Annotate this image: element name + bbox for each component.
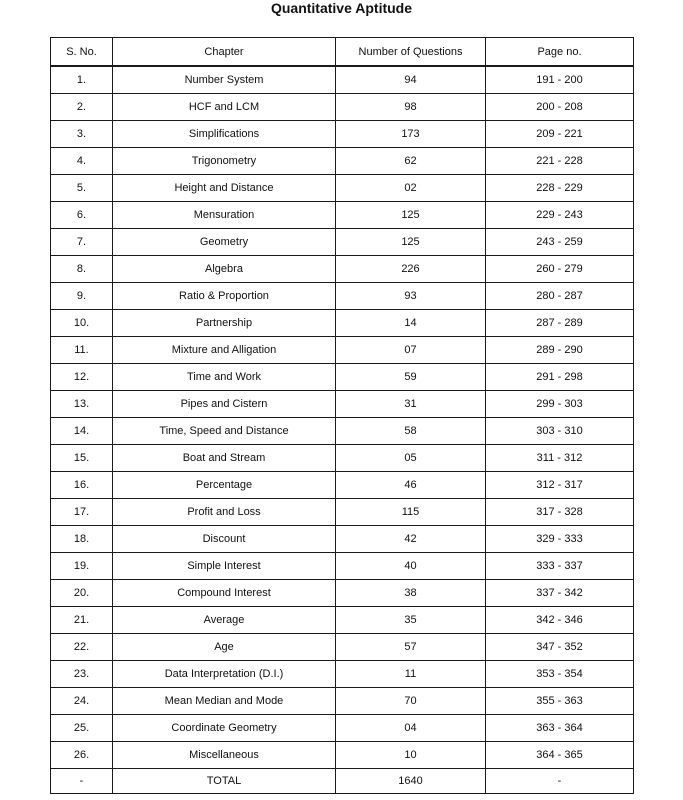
table-row	[51, 499, 634, 526]
cell-sno: 21.	[51, 607, 113, 634]
cell-sno: 7.	[51, 229, 113, 256]
cell-pages: 229 - 243	[486, 202, 634, 229]
cell-chapter: Profit and Loss	[113, 499, 336, 526]
page-title: Quantitative Aptitude	[270, 0, 413, 16]
table-row	[51, 229, 634, 256]
table-row	[51, 607, 634, 634]
cell-pages: 355 - 363	[486, 688, 634, 715]
cell-sno: 11.	[51, 337, 113, 364]
table-row	[51, 310, 634, 337]
cell-questions: 115	[336, 499, 486, 526]
header-chapter: Chapter	[113, 38, 336, 67]
cell-questions: 94	[336, 66, 486, 94]
cell-questions: 38	[336, 580, 486, 607]
table-row	[51, 445, 634, 472]
cell-pages: 364 - 365	[486, 742, 634, 769]
table-row	[51, 580, 634, 607]
cell-pages: 260 - 279	[486, 256, 634, 283]
cell-questions: 04	[336, 715, 486, 742]
cell-chapter: Mean Median and Mode	[113, 688, 336, 715]
cell-pages: 337 - 342	[486, 580, 634, 607]
cell-questions: 46	[336, 472, 486, 499]
cell-pages: 342 - 346	[486, 607, 634, 634]
table-row	[51, 364, 634, 391]
total-cell-pages: -	[486, 769, 634, 794]
total-cell-questions: 1640	[336, 769, 486, 794]
cell-pages: 221 - 228	[486, 148, 634, 175]
cell-pages: 303 - 310	[486, 418, 634, 445]
cell-chapter: Compound Interest	[113, 580, 336, 607]
cell-pages: 312 - 317	[486, 472, 634, 499]
table-row	[51, 175, 634, 202]
table-row	[51, 688, 634, 715]
cell-chapter: Discount	[113, 526, 336, 553]
cell-chapter: Ratio & Proportion	[113, 283, 336, 310]
table-row	[51, 66, 634, 94]
table-row	[51, 283, 634, 310]
cell-pages: 353 - 354	[486, 661, 634, 688]
table-row	[51, 202, 634, 229]
cell-sno: 16.	[51, 472, 113, 499]
cell-pages: 280 - 287	[486, 283, 634, 310]
cell-sno: 18.	[51, 526, 113, 553]
cell-pages: 243 - 259	[486, 229, 634, 256]
table-body	[51, 66, 634, 794]
cell-chapter: Partnership	[113, 310, 336, 337]
cell-chapter: Percentage	[113, 472, 336, 499]
cell-sno: 19.	[51, 553, 113, 580]
cell-chapter: Simplifications	[113, 121, 336, 148]
header-sno: S. No.	[51, 38, 113, 67]
chapter-table	[50, 37, 634, 794]
cell-sno: 2.	[51, 94, 113, 121]
total-cell-chapter: TOTAL	[113, 769, 336, 794]
cell-pages: 287 - 289	[486, 310, 634, 337]
cell-questions: 07	[336, 337, 486, 364]
cell-sno: 5.	[51, 175, 113, 202]
cell-pages: 209 - 221	[486, 121, 634, 148]
cell-chapter: Geometry	[113, 229, 336, 256]
table-row	[51, 418, 634, 445]
table-row	[51, 337, 634, 364]
table-row	[51, 472, 634, 499]
cell-chapter: Boat and Stream	[113, 445, 336, 472]
table-row	[51, 148, 634, 175]
cell-questions: 40	[336, 553, 486, 580]
cell-questions: 10	[336, 742, 486, 769]
cell-chapter: Height and Distance	[113, 175, 336, 202]
cell-chapter: Mixture and Alligation	[113, 337, 336, 364]
cell-questions: 62	[336, 148, 486, 175]
cell-sno: 14.	[51, 418, 113, 445]
cell-questions: 05	[336, 445, 486, 472]
table-row	[51, 121, 634, 148]
cell-sno: 25.	[51, 715, 113, 742]
header-questions: Number of Questions	[336, 38, 486, 67]
cell-chapter: Algebra	[113, 256, 336, 283]
cell-chapter: Time and Work	[113, 364, 336, 391]
cell-sno: 24.	[51, 688, 113, 715]
cell-sno: 22.	[51, 634, 113, 661]
cell-sno: 8.	[51, 256, 113, 283]
table-row	[51, 553, 634, 580]
cell-questions: 173	[336, 121, 486, 148]
cell-sno: 4.	[51, 148, 113, 175]
header-pages: Page no.	[486, 38, 634, 67]
cell-questions: 70	[336, 688, 486, 715]
table-row	[51, 742, 634, 769]
cell-questions: 125	[336, 202, 486, 229]
cell-pages: 363 - 364	[486, 715, 634, 742]
cell-pages: 299 - 303	[486, 391, 634, 418]
cell-questions: 59	[336, 364, 486, 391]
cell-pages: 317 - 328	[486, 499, 634, 526]
total-cell-sno: -	[51, 769, 113, 794]
cell-chapter: Pipes and Cistern	[113, 391, 336, 418]
table-row	[51, 526, 634, 553]
cell-pages: 291 - 298	[486, 364, 634, 391]
total-row	[51, 769, 634, 794]
cell-questions: 226	[336, 256, 486, 283]
cell-sno: 1.	[51, 66, 113, 94]
cell-chapter: HCF and LCM	[113, 94, 336, 121]
cell-chapter: Age	[113, 634, 336, 661]
cell-pages: 228 - 229	[486, 175, 634, 202]
cell-questions: 42	[336, 526, 486, 553]
cell-sno: 9.	[51, 283, 113, 310]
cell-pages: 200 - 208	[486, 94, 634, 121]
table-row	[51, 634, 634, 661]
cell-chapter: Trigonometry	[113, 148, 336, 175]
cell-sno: 3.	[51, 121, 113, 148]
cell-pages: 329 - 333	[486, 526, 634, 553]
cell-sno: 13.	[51, 391, 113, 418]
table-row	[51, 661, 634, 688]
cell-questions: 58	[336, 418, 486, 445]
cell-sno: 15.	[51, 445, 113, 472]
cell-sno: 6.	[51, 202, 113, 229]
cell-pages: 289 - 290	[486, 337, 634, 364]
cell-questions: 125	[336, 229, 486, 256]
cell-chapter: Data Interpretation (D.I.)	[113, 661, 336, 688]
table-row	[51, 94, 634, 121]
cell-pages: 333 - 337	[486, 553, 634, 580]
cell-questions: 98	[336, 94, 486, 121]
cell-sno: 12.	[51, 364, 113, 391]
cell-pages: 347 - 352	[486, 634, 634, 661]
cell-pages: 311 - 312	[486, 445, 634, 472]
cell-chapter: Simple Interest	[113, 553, 336, 580]
cell-questions: 02	[336, 175, 486, 202]
cell-sno: 17.	[51, 499, 113, 526]
table-row	[51, 391, 634, 418]
cell-chapter: Mensuration	[113, 202, 336, 229]
cell-questions: 14	[336, 310, 486, 337]
cell-chapter: Number System	[113, 66, 336, 94]
cell-sno: 10.	[51, 310, 113, 337]
cell-questions: 35	[336, 607, 486, 634]
table-row	[51, 715, 634, 742]
cell-questions: 57	[336, 634, 486, 661]
cell-sno: 26.	[51, 742, 113, 769]
table-row	[51, 256, 634, 283]
cell-questions: 31	[336, 391, 486, 418]
cell-chapter: Average	[113, 607, 336, 634]
cell-sno: 20.	[51, 580, 113, 607]
cell-questions: 11	[336, 661, 486, 688]
cell-chapter: Coordinate Geometry	[113, 715, 336, 742]
cell-chapter: Time, Speed and Distance	[113, 418, 336, 445]
cell-chapter: Miscellaneous	[113, 742, 336, 769]
cell-questions: 93	[336, 283, 486, 310]
table-header-row	[51, 38, 634, 67]
cell-sno: 23.	[51, 661, 113, 688]
cell-pages: 191 - 200	[486, 66, 634, 94]
